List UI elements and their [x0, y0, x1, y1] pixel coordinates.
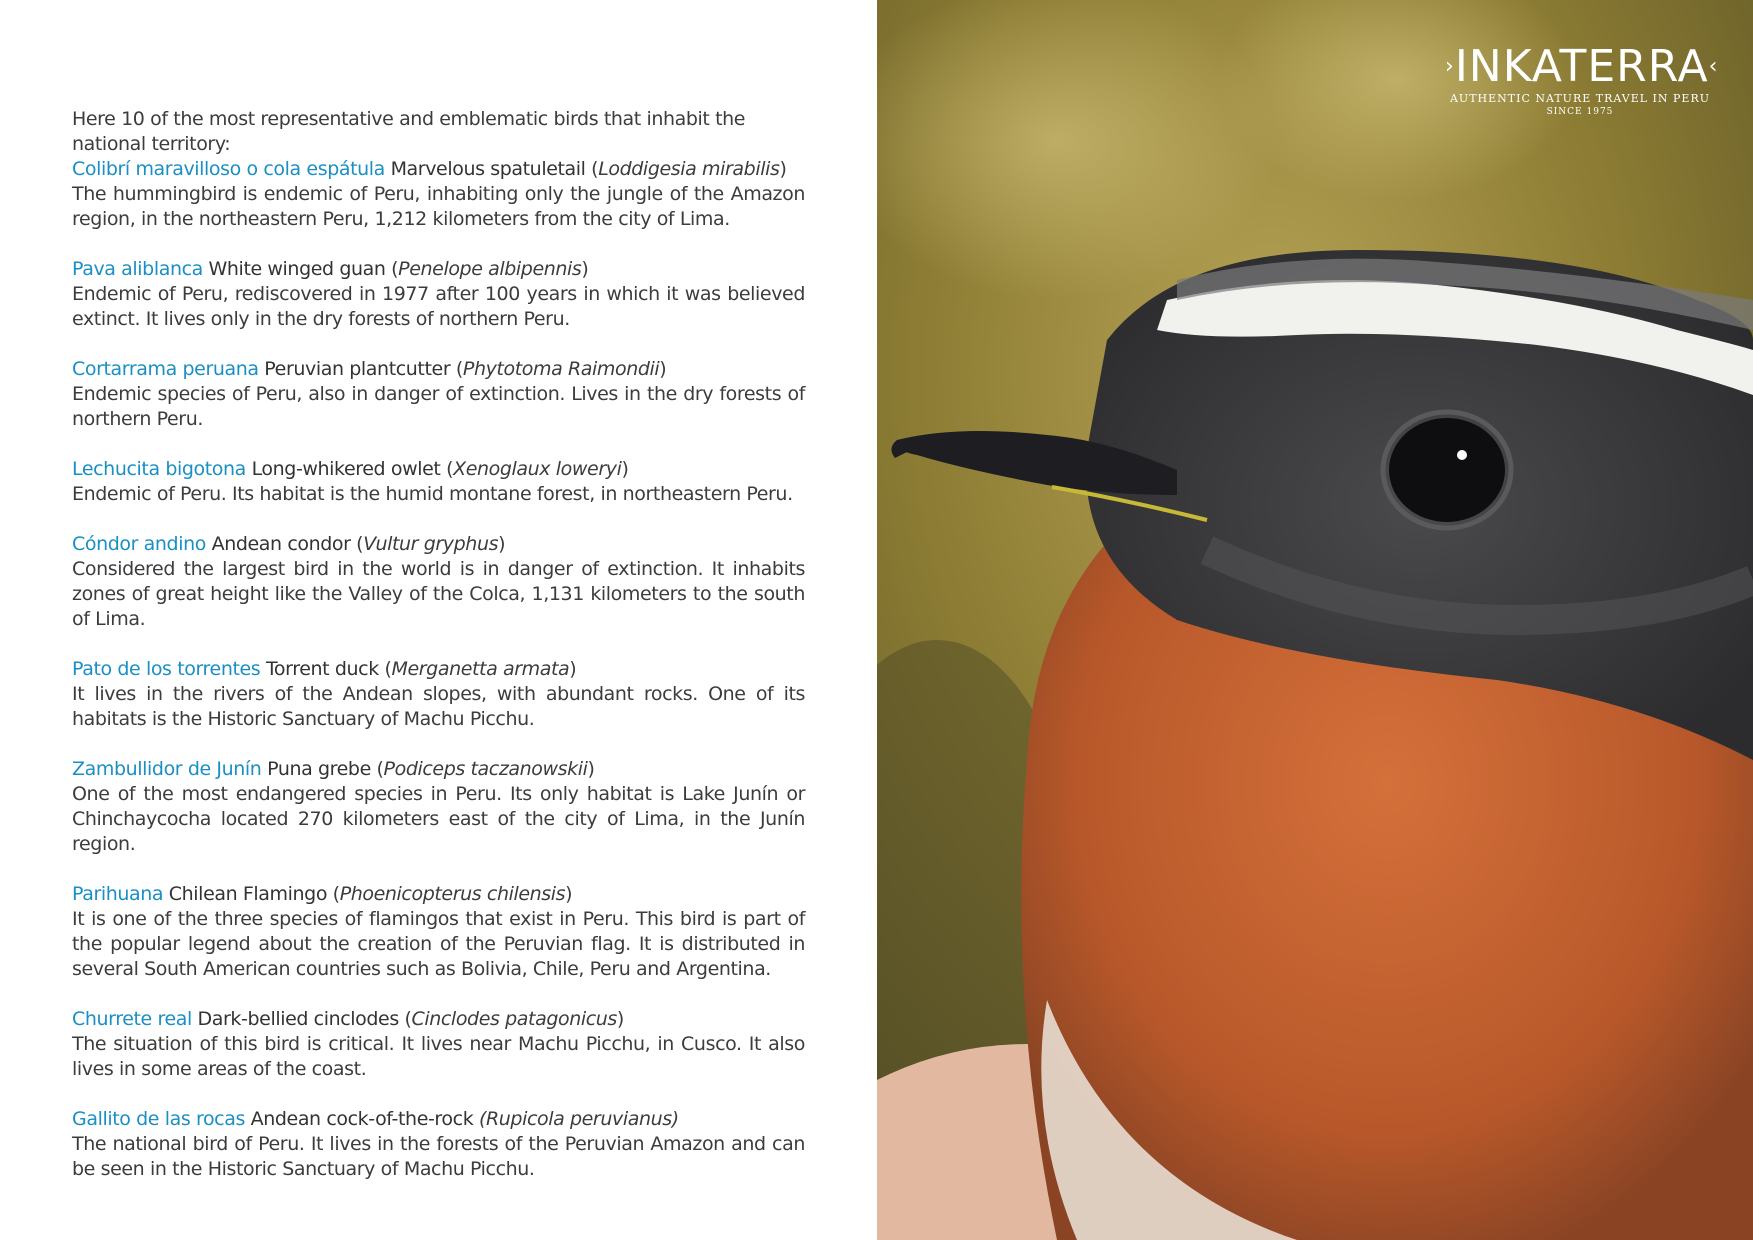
- scientific-name: Merganetta armata: [391, 658, 570, 680]
- bird-description: Endemic of Peru, rediscovered in 1977 after 100 years in which it was believed extinct. It lives only in the dry forests of northern Peru.: [72, 283, 805, 330]
- bird-entry: [72, 157, 805, 232]
- scientific-name: Loddigesia mirabilis: [598, 158, 780, 180]
- spanish-name: Colibrí maravilloso o cola espátula: [72, 158, 385, 180]
- bird-entry: [72, 532, 805, 632]
- spanish-name: Lechucita bigotona: [72, 458, 246, 480]
- arrow-left-icon: ›: [1445, 54, 1455, 79]
- bird-heading: Zambullidor de Junín Puna grebe (Podiceps taczanowskii): [72, 758, 595, 780]
- arrow-right-icon: ‹: [1708, 54, 1719, 79]
- logo-tagline: AUTHENTIC NATURE TRAVEL IN PERU: [1449, 92, 1711, 105]
- spanish-name: Parihuana: [72, 883, 164, 905]
- bird-entry: [72, 882, 805, 982]
- english-name: Chilean Flamingo: [168, 883, 328, 905]
- logo-since: SINCE 1975: [1546, 107, 1614, 117]
- scientific-name: Podiceps taczanowskii: [383, 758, 588, 780]
- scientific-name: Phytotoma Raimondii: [462, 358, 660, 380]
- english-name: Torrent duck: [265, 658, 379, 680]
- spanish-name: Gallito de las rocas: [72, 1108, 245, 1130]
- english-name: Dark-bellied cinclodes: [197, 1008, 399, 1030]
- scientific-name: Xenoglaux loweryi: [453, 458, 622, 480]
- bird-photo: [877, 0, 1753, 1240]
- intro-text: Here 10 of the most representative and emblematic birds that inhabit the national territory:: [72, 108, 746, 155]
- english-name: Puna grebe: [267, 758, 371, 780]
- bird-entry: [72, 357, 805, 432]
- english-name: Peruvian plantcutter: [264, 358, 451, 380]
- bird-description: The hummingbird is endemic of Peru, inhabiting only the jungle of the Amazon region, in the northeastern Peru, 1,212 kilometers from the city of Lima.: [72, 183, 805, 230]
- scientific-name: Phoenicopterus chilensis: [339, 883, 566, 905]
- spanish-name: Cóndor andino: [72, 533, 206, 555]
- english-name: White winged guan: [208, 258, 386, 280]
- bird-heading: Churrete real Dark-bellied cinclodes (Cinclodes patagonicus): [72, 1008, 624, 1030]
- english-name: Marvelous spatuletail: [390, 158, 586, 180]
- bird-entry: [72, 457, 805, 507]
- bird-description: Considered the largest bird in the world is in danger of extinction. It inhabits zones of great height like the Valley of the Colca, 1,131 kilometers to the south of Lima.: [72, 558, 805, 630]
- bird-description: One of the most endangered species in Peru. Its only habitat is Lake Junín or Chinchaycocha located 270 kilometers east of the city of Lima, in the Junín region.: [72, 783, 805, 855]
- spanish-name: Pato de los torrentes: [72, 658, 261, 680]
- bird-heading: [72, 1107, 805, 1132]
- bird-heading: Lechucita bigotona Long-whikered owlet (Xenoglaux loweryi): [72, 458, 629, 480]
- bird-description: The national bird of Peru. It lives in the forests of the Peruvian Amazon and can be seen in the Historic Sanctuary of Machu Picchu.: [72, 1133, 805, 1180]
- bird-heading: Cóndor andino Andean condor (Vultur gryphus): [72, 533, 506, 555]
- bird-description: It is one of the three species of flamingos that exist in Peru. This bird is part of the popular legend about the creation of the Peruvian flag. It is distributed in several South American countries such as Bolivia, Chile, Peru and Argentina.: [72, 908, 805, 980]
- bird-heading: Parihuana Chilean Flamingo (Phoenicopterus chilensis): [72, 883, 573, 905]
- spanish-name: Cortarrama peruana: [72, 358, 259, 380]
- bird-heading: Cortarrama peruana Peruvian plantcutter (Phytotoma Raimondii): [72, 358, 667, 380]
- bird-list: [72, 157, 805, 1207]
- spanish-name: Churrete real: [72, 1008, 192, 1030]
- bird-entry: [72, 657, 805, 732]
- logo-wordmark: [1445, 41, 1719, 92]
- spanish-name: Zambullidor de Junín: [72, 758, 262, 780]
- bird-entry: [72, 1007, 805, 1082]
- bird-photo-icon: [877, 0, 1753, 1240]
- bird-heading: Pava aliblanca White winged guan (Penelope albipennis): [72, 258, 589, 280]
- english-name: Long-whikered owlet: [251, 458, 441, 480]
- bird-entry: [72, 1107, 805, 1182]
- scientific-name: Cinclodes patagonicus: [411, 1008, 617, 1030]
- english-name: Andean cock-of-the-rock: [250, 1108, 474, 1130]
- logo-word: INKATERRA: [1454, 41, 1709, 92]
- bird-description: It lives in the rivers of the Andean slopes, with abundant rocks. One of its habitats is the Historic Sanctuary of Machu Picchu.: [72, 683, 805, 730]
- scientific-name: (Rupicola peruvianus): [478, 1108, 679, 1130]
- bird-heading: Colibrí maravilloso o cola espátula Marvelous spatuletail (Loddigesia mirabilis): [72, 158, 787, 180]
- bird-description: Endemic of Peru. Its habitat is the humid montane forest, in northeastern Peru.: [72, 483, 793, 505]
- bird-heading: Pato de los torrentes Torrent duck (Merganetta armata): [72, 658, 577, 680]
- bird-entry: [72, 257, 805, 332]
- english-name: Andean condor: [211, 533, 351, 555]
- bird-description: The situation of this bird is critical. It lives near Machu Picchu, in Cusco. It also lives in some areas of the coast.: [72, 1033, 805, 1080]
- scientific-name: Vultur gryphus: [363, 533, 499, 555]
- scientific-name-text: Rupicola peruvianus: [485, 1108, 672, 1130]
- spanish-name: Pava aliblanca: [72, 258, 203, 280]
- scientific-name: Penelope albipennis: [398, 258, 582, 280]
- bird-entry: [72, 757, 805, 857]
- bird-description: Endemic species of Peru, also in danger of extinction. Lives in the dry forests of northern Peru.: [72, 383, 805, 430]
- inkaterra-logo: [1445, 41, 1719, 118]
